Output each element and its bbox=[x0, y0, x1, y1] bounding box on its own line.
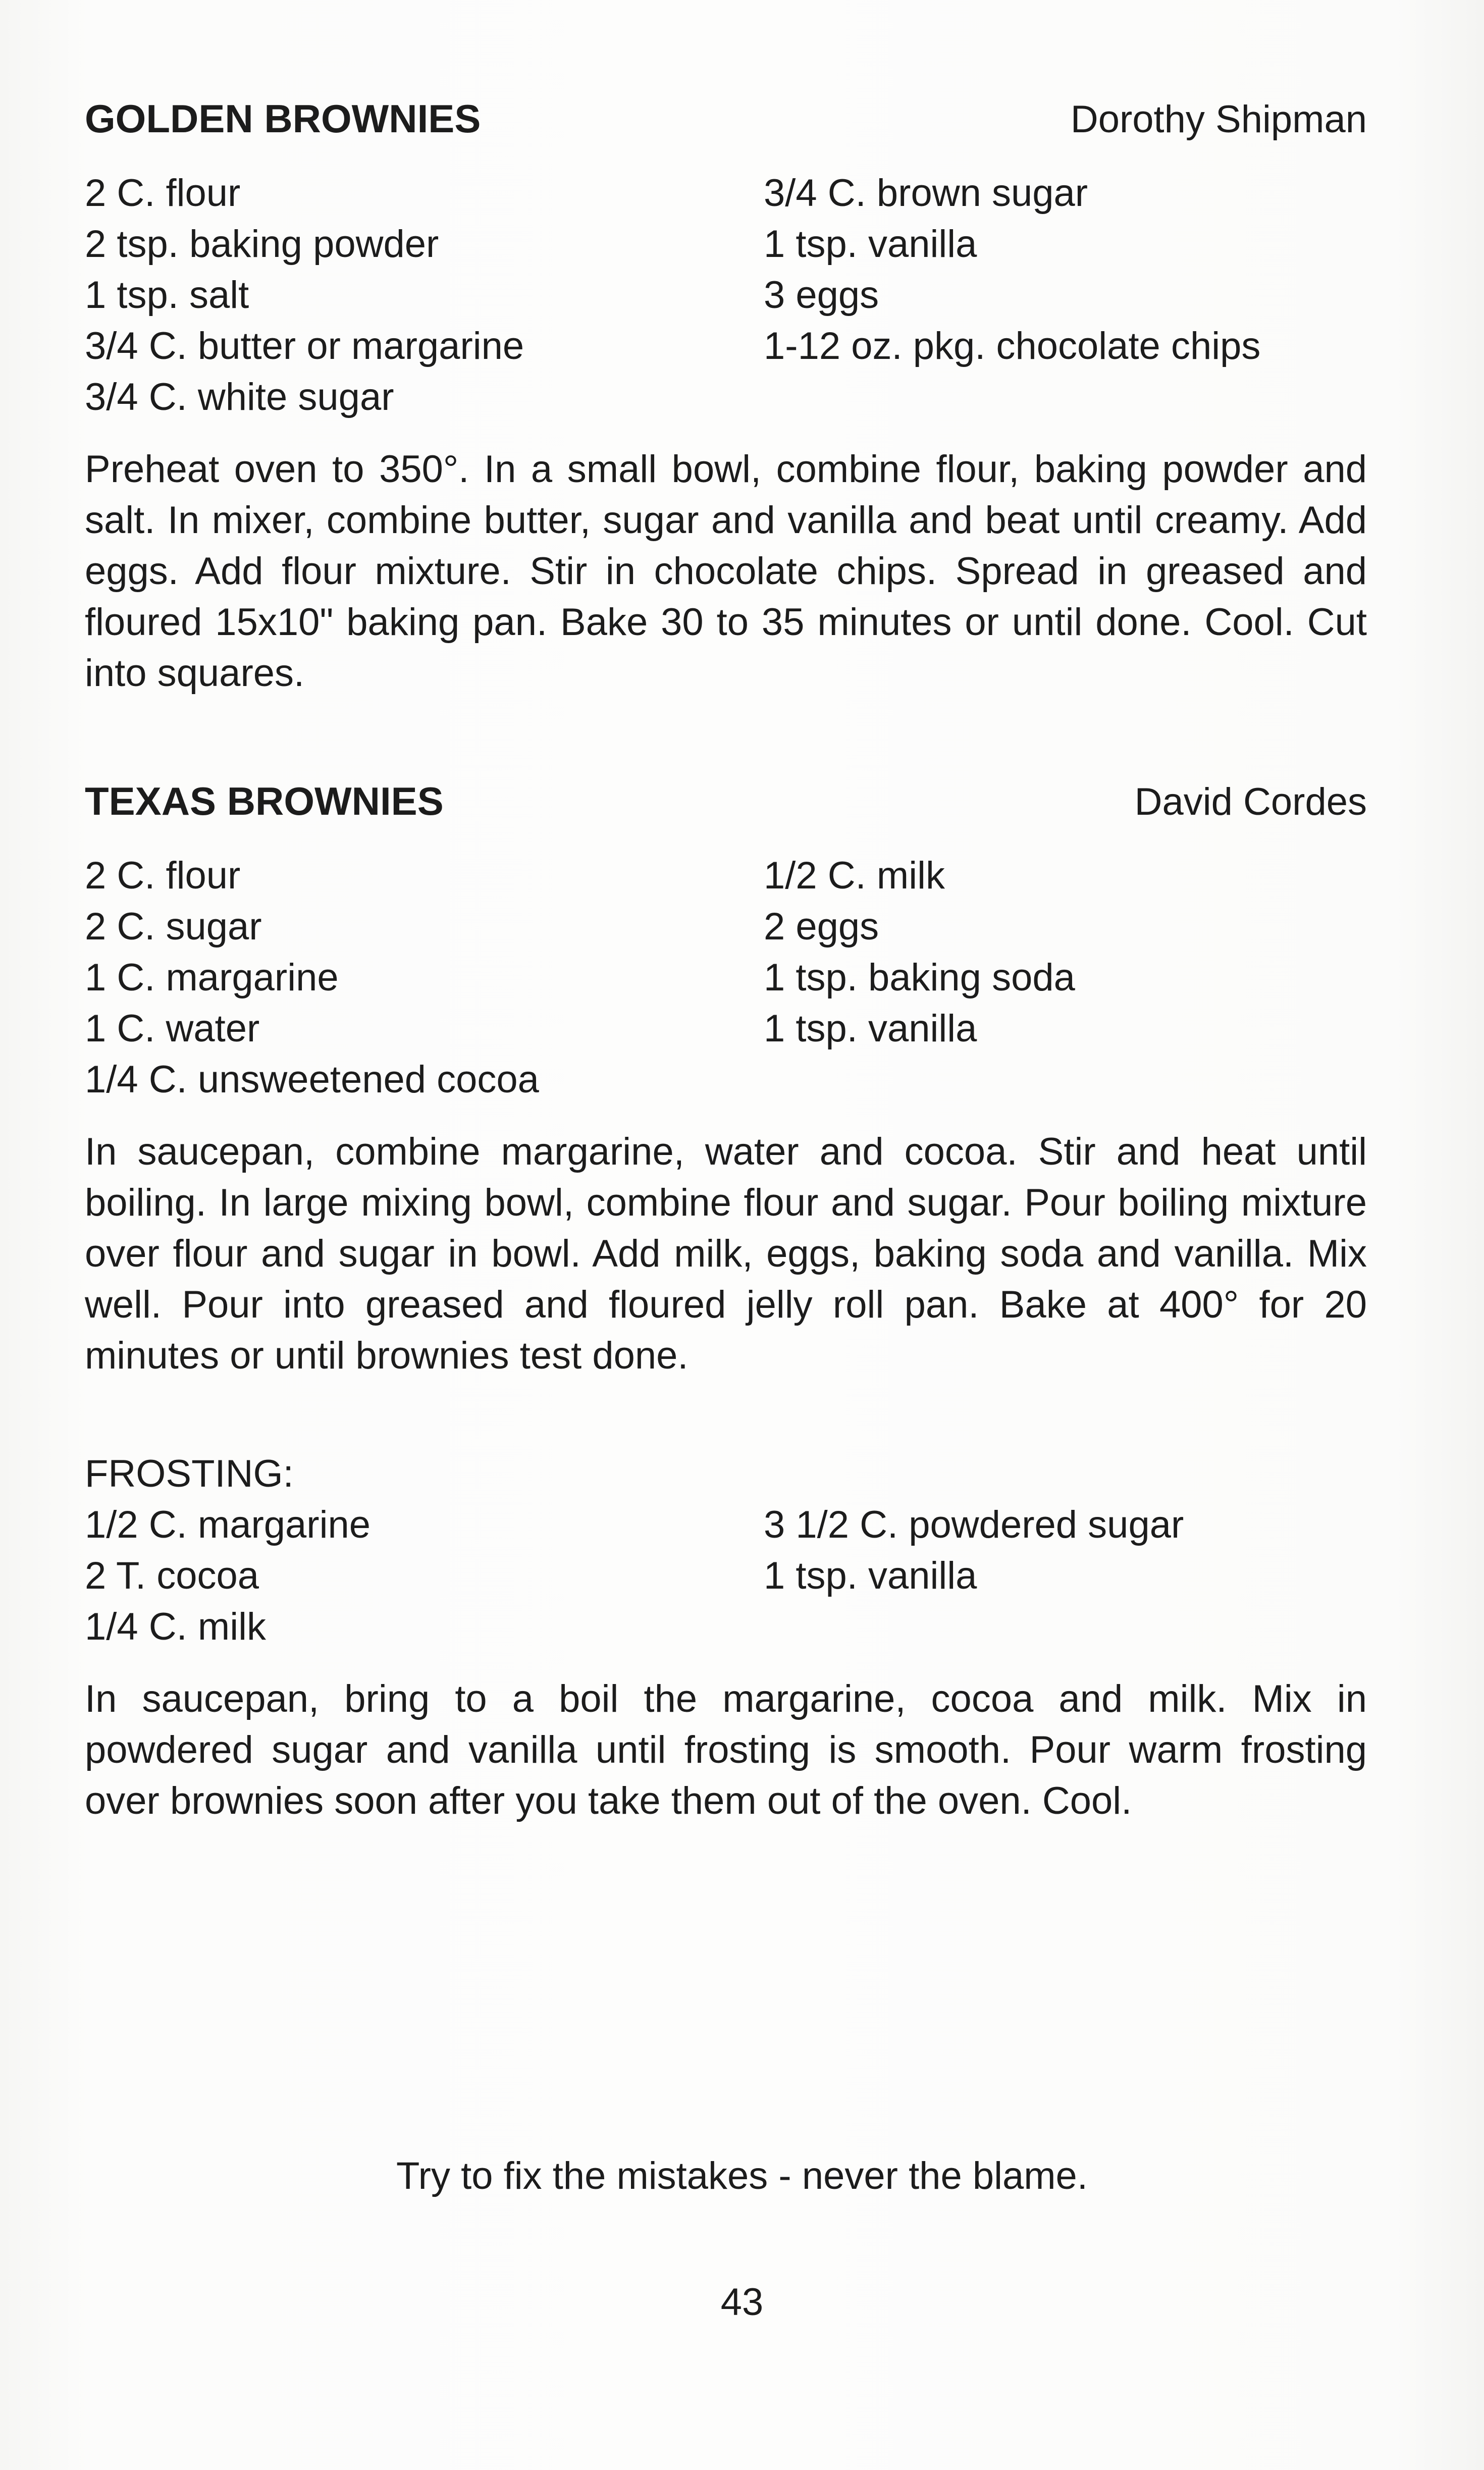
page-content bbox=[85, 81, 1367, 1826]
ingredient: 1/2 C. margarine bbox=[85, 1503, 371, 1546]
ingredient: 1/2 C. milk bbox=[764, 854, 945, 897]
ingredient: 1 C. water bbox=[85, 1007, 260, 1050]
ingredient: 1 tsp. baking soda bbox=[764, 956, 1075, 999]
recipe-title: TEXAS BROWNIES bbox=[85, 779, 444, 823]
page-quote: Try to fix the mistakes - never the blame. bbox=[396, 2154, 1088, 2197]
ingredients-left-column bbox=[85, 168, 764, 423]
ingredients-list bbox=[85, 850, 1367, 1105]
ingredient: 1 tsp. vanilla bbox=[764, 223, 977, 266]
ingredient: 1/4 C. milk bbox=[85, 1605, 266, 1648]
ingredients-left-column bbox=[85, 850, 764, 1105]
frosting-right-column bbox=[764, 1499, 1367, 1652]
frosting-heading: FROSTING: bbox=[85, 1452, 294, 1495]
recipe-author: Dorothy Shipman bbox=[1070, 98, 1367, 141]
recipe-header bbox=[85, 81, 1367, 156]
page-number: 43 bbox=[720, 2281, 764, 2324]
ingredients-right-column bbox=[764, 850, 1367, 1105]
ingredient: 2 T. cocoa bbox=[85, 1554, 259, 1597]
ingredients-right-column bbox=[764, 168, 1367, 423]
ingredients-list bbox=[85, 168, 1367, 423]
recipe-texas-brownies bbox=[85, 763, 1367, 1826]
ingredient: 1 tsp. vanilla bbox=[764, 1007, 977, 1050]
recipe-title: GOLDEN BROWNIES bbox=[85, 96, 481, 141]
ingredient: 1 tsp. vanilla bbox=[764, 1554, 977, 1597]
recipe-header bbox=[85, 763, 1367, 839]
ingredient: 1 tsp. salt bbox=[85, 274, 249, 317]
frosting-directions: In saucepan, bring to a boil the margarine, cocoa and milk. Mix in powdered sugar and vanilla until frosting is smooth. Pour warm frosting over brownies soon after you take them out of the oven. Cool. bbox=[85, 1677, 1367, 1822]
recipe-author: David Cordes bbox=[1134, 780, 1367, 823]
ingredient: 3 eggs bbox=[764, 274, 879, 317]
ingredient: 1-12 oz. pkg. chocolate chips bbox=[764, 325, 1261, 367]
ingredient: 2 C. flour bbox=[85, 854, 241, 897]
ingredient: 3 1/2 C. powdered sugar bbox=[764, 1503, 1184, 1546]
ingredient: 2 tsp. baking powder bbox=[85, 223, 439, 266]
ingredient: 2 eggs bbox=[764, 905, 879, 948]
ingredient: 3/4 C. brown sugar bbox=[764, 172, 1088, 215]
recipe-directions: In saucepan, combine margarine, water and cocoa. Stir and heat until boiling. In large mixing bowl, combine flour and sugar. Pour boiling mixture over flour and sugar in bowl. Add milk, eggs, baking soda and vanilla. Mix well. Pour into greased and floured jelly roll pan. Bake at 400° for 20 minutes or until brownies test done. bbox=[85, 1130, 1367, 1377]
ingredient: 1 C. margarine bbox=[85, 956, 339, 999]
ingredient: 2 C. flour bbox=[85, 172, 241, 215]
recipe-directions: Preheat oven to 350°. In a small bowl, combine flour, baking powder and salt. In mixer, combine butter, sugar and vanilla and beat until creamy. Add eggs. Add flour mixture. Stir in chocolate chips. Spread in greased and floured 15x10" baking pan. Bake 30 to 35 minutes or until done. Cool. Cut into squares. bbox=[85, 448, 1367, 695]
ingredient: 1/4 C. unsweetened cocoa bbox=[85, 1058, 539, 1101]
recipe-golden-brownies bbox=[85, 81, 1367, 699]
ingredient: 3/4 C. white sugar bbox=[85, 376, 394, 418]
ingredient: 3/4 C. butter or margarine bbox=[85, 325, 524, 367]
ingredient: 2 C. sugar bbox=[85, 905, 262, 948]
frosting-ingredients-list bbox=[85, 1499, 1367, 1652]
frosting-left-column bbox=[85, 1499, 764, 1652]
